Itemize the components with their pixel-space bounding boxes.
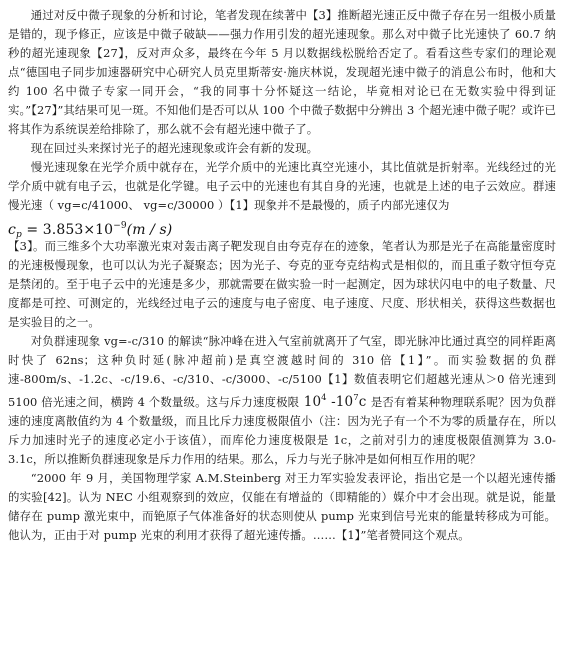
paragraph-slow-light: 慢光速现象在光学介质中就存在，光学介质中的光速比真空光速小，其比值就是折射率。光线经过的光学介质中就有电子云，也就是化学键。电子云中的光速也有其自身的光速，也就是上述的电子云效应。群速慢光速（ vg=c/41000、 vg=c/30000 ）【1】现象并不是最慢的，质子内部光速仅为 <box>8 160 556 212</box>
paragraph-photon-intro: 现在回过头来探讨光子的超光速现象或许会有新的发现。 <box>30 141 319 155</box>
paragraph-negative-group-velocity: 对负群速现象 vg=-c/310 的解读“脉冲峰在进入气室前就离开了气室，即光脉冲比通过真空的同样距离时快了 62ns；这种负时延(脉冲超前)是真空渡越时间的 310 倍【1】”。而实验数据的负群速-800m/s、-1.2c、-c/19.6、-c/310、-c/3000、-c/5100【1】数值表明它们超越光速从＞0 倍光速到 5100 倍光速之间，横跨 4 个数量级。这与斥力速度极限 $10^4$ $-10^7c$ 是否有着某种物理联系呢？因为负群速的速度离散值约为 4 个数量级，而且比斥力速度极限值小（注：因为光子有一个不为零的质量存在，所以斥力加速时光子的速度必定小于该值），而库伦力速度极限是 1c，之前对引力的速度极限值测算为 3.0-3.1c，所以推断负群速现象是斥力作用的结果。那么，斥力与光子脉冲是如何相互作用的呢？ <box>8 334 556 466</box>
paragraph-steinberg: “2000 年 9 月，美国物理学家 A.M.Steinberg 对王力军实验发表评论，指出它是一个以超光速传播的实验[42]。认为 NEC 小组观察到的效应，仅能在有增益的（即精能的）媒介中才会出现。就是说，能量储存在 pump 激光束中，而铯原子气体准备好的状态则使从 pump 光束到信号光束的能量转移成为可能。他认为，正由于对 pump 光束的利用才获得了超光速传播。……【1】”笔者赞同这个观点。 <box>8 471 556 542</box>
repulsion-limit-math: $10^4$ $-10^7c$ <box>303 393 367 410</box>
paragraph-neutrino: 通过对反中微子现象的分析和讨论，笔者发现在续著中【3】推断超光速正反中微子存在另一组极小质量是错的，现予修正，应该是中微子破缺——强力作用引发的超光速现象。那么对中微子比光速快了 60.7 纳秒的超光速现象【27】，反对声众多，最终在今年 5 月以数据线松脱给否定了。看看这些专家们的理论观点“德国电子同步加速器研究中心研究人员克里斯蒂安·施庆林说，发现超光速中微子的消息公布时，他和大约 100 名中微子专家一同开会，“我的同事十分怀疑这一结论，毕竟相对论已在无数实验中得到证实。”【27】”其结果可见一斑。不知他们是否可以从 100 个中微子数据中分辨出 3 个超光速中微子呢？或许已将其作为系统误差给排除了，那么就不会有超光速中微子了。 <box>8 8 556 136</box>
formula-line <box>8 215 556 240</box>
paragraph-photon-condensate: 【3】。而三维多个大功率激光束对轰击离子靶发现自由夸克存在的迹象，笔者认为那是光子在高能量密度时的光速极慢现象，也可以认为光子凝聚态；因为光子、夸克的亚夸克结构式是相似的，而且重子数守恒夸克是禁闭的。至于电子云中的光速是多少，那就需要在做实验一时一起测定，因为球状闪电中的电子数量、尺度都是可控、可测定的，光线经过电子云的速度与电子密度、电子速度、尺度、形状相关，获得这些数据也是实验目的之一。 <box>8 239 556 329</box>
formula-cp: $c_p = 3.853\times 10^{-9}(m / s)$ <box>8 221 173 240</box>
